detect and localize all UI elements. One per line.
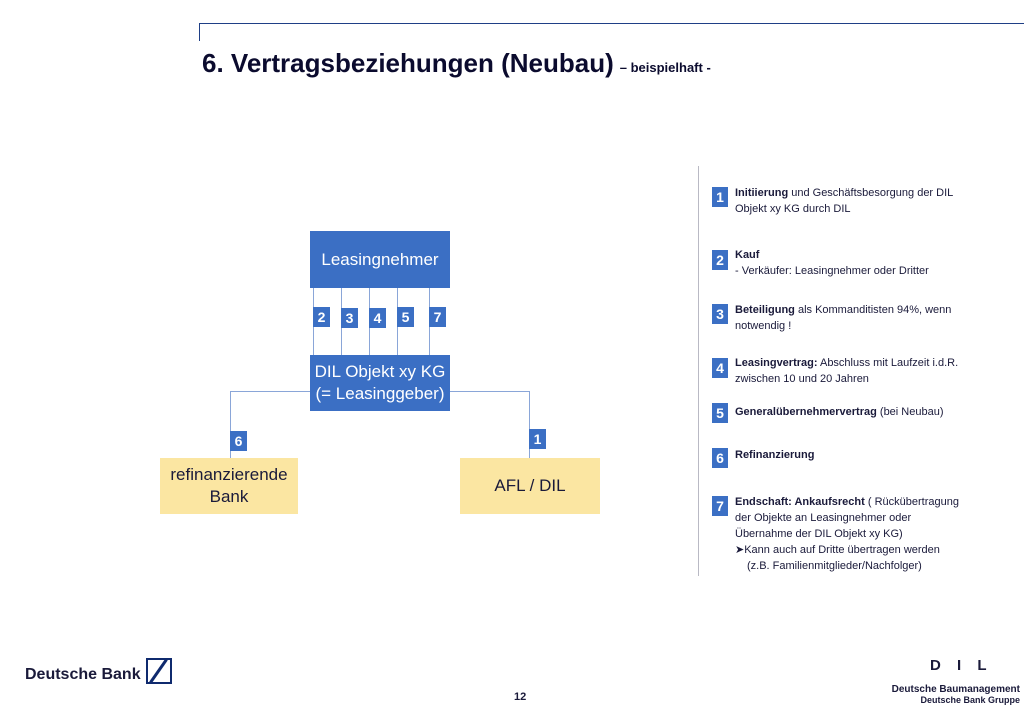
legend-desc: als Kommanditisten 94%, wenn notwendig ! (735, 304, 952, 332)
deutsche-bank-logo-icon (146, 658, 172, 684)
legend-item (735, 447, 975, 463)
page-number: 12 (514, 691, 527, 703)
afl-label: AFL / DIL (494, 476, 566, 495)
legend-item (735, 185, 975, 217)
connector-afl-h (450, 391, 530, 392)
legend-number: 5 (712, 403, 728, 423)
afl-box (460, 458, 600, 514)
connector-number: 3 (341, 308, 358, 328)
object-box (310, 355, 450, 411)
header-rule-left (199, 23, 200, 41)
dil-company-name: Deutsche Baumanagement (891, 684, 1020, 695)
legend-desc: - Verkäufer: Leasingnehmer oder Dritter (735, 265, 929, 277)
object-label-line2: (= Leasinggeber) (315, 384, 445, 403)
connector-number: 2 (313, 307, 330, 327)
legend-desc: ( Rückübertragung der Objekte an Leasingnehmer oder Übernahme der DIL Objekt xy KG) (735, 496, 959, 540)
lessee-label: Leasingnehmer (321, 249, 439, 269)
page-title (202, 48, 711, 79)
legend-term: Refinanzierung (735, 449, 815, 461)
legend-term: Initiierung (735, 187, 789, 199)
bank-number: 6 (230, 431, 247, 451)
title-main: 6. Vertragsbeziehungen (Neubau) (202, 48, 614, 78)
connector-bank-h (230, 391, 310, 392)
legend-term: Beteiligung (735, 304, 795, 316)
legend-item (735, 404, 975, 420)
legend-item: Endschaft: Ankaufsrecht ( Rückübertragung der Objekte an Leasingnehmer oder Übernahme der DIL Objekt xy KG) ➤Kann auch auf Dritte übertragen werden (z.B. Familienmitglieder/Nachfolger) (735, 496, 959, 572)
legend-desc: und Geschäftsbesorgung der DIL Objekt xy KG durch DIL (735, 187, 953, 215)
object-label-line1: DIL Objekt xy KG (314, 362, 446, 381)
lessee-box (310, 231, 450, 288)
legend-divider (698, 166, 699, 576)
bank-name: Deutsche Bank (25, 666, 141, 683)
legend-bullet: Kann auch auf Dritte übertragen werden (744, 544, 940, 556)
legend-item (735, 355, 960, 387)
legend-number: 6 (712, 448, 728, 468)
legend-desc: (bei Neubau) (876, 406, 944, 418)
connector-number: 7 (429, 307, 446, 327)
legend-bullet-cont: (z.B. Familienmitglieder/Nachfolger) (747, 560, 922, 572)
bank-label-line2: Bank (209, 487, 249, 506)
legend-item (735, 302, 955, 334)
legend-number: 1 (712, 187, 728, 207)
bank-label-line1: refinanzierende (170, 465, 288, 484)
legend-term: Kauf (735, 249, 760, 261)
title-subtitle: – beispielhaft - (619, 60, 711, 75)
legend-term: Endschaft: Ankaufsrecht (735, 496, 865, 508)
legend-term: Leasingvertrag: (735, 357, 818, 369)
legend-number: 4 (712, 358, 728, 378)
header-rule (199, 23, 1024, 24)
afl-number: 1 (529, 429, 546, 449)
legend-number: 2 (712, 250, 728, 270)
connector-number: 4 (369, 308, 386, 328)
legend-number: 3 (712, 304, 728, 324)
connector-number: 5 (397, 307, 414, 327)
legend-item (735, 247, 975, 279)
bank-box (160, 458, 298, 514)
dil-group-name: Deutsche Bank Gruppe (920, 695, 1020, 705)
legend-term: Generalübernehmervertrag (735, 406, 877, 418)
legend-number: 7 (712, 496, 728, 516)
legend-desc: Abschluss mit Laufzeit i.d.R. zwischen 10 und 20 Jahren (735, 357, 959, 385)
dil-logo: D I L (930, 657, 993, 674)
